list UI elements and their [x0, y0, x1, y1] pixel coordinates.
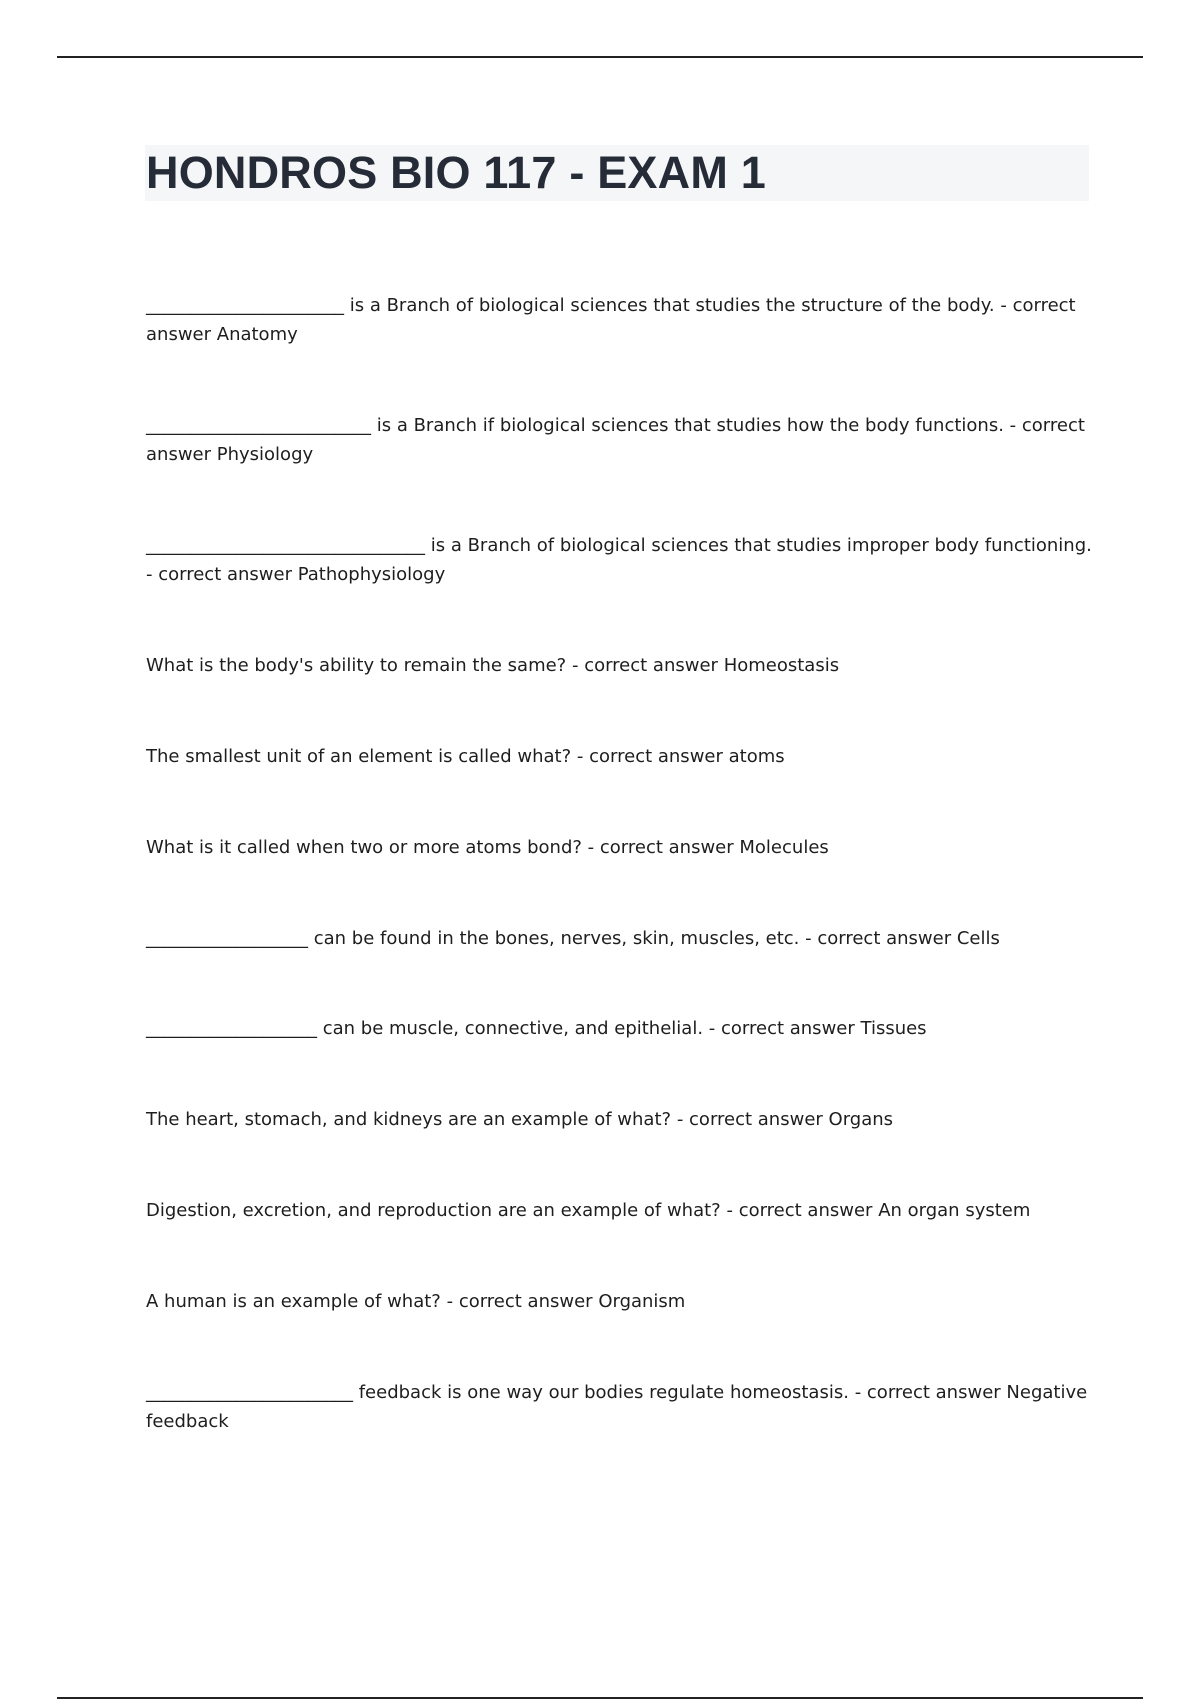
- answer-text: Tissues: [860, 1018, 927, 1039]
- answer-label: correct answer: [817, 928, 952, 949]
- question-text: The heart, stomach, and kidneys are an example of what?: [146, 1109, 672, 1130]
- question-text: __________________ can be found in the bones, nerves, skin, muscles, etc.: [146, 928, 800, 949]
- answer-label: correct answer: [599, 837, 734, 858]
- qa-item-11: A human is an example of what? - correct answer Organism: [146, 1291, 686, 1312]
- answer-text: Homeostasis: [723, 655, 840, 676]
- question-text: A human is an example of what?: [146, 1291, 441, 1312]
- qa-item-3: _______________________________ is a Branch of biological sciences that studies improper body functioning. - correct answer Pathophysiology: [146, 535, 1092, 585]
- question-text: The smallest unit of an element is called what?: [146, 746, 572, 767]
- answer-label: correct answer: [158, 564, 292, 585]
- answer-text: Physiology: [216, 444, 314, 465]
- answer-label: correct answer: [589, 746, 723, 767]
- qa-item-6: What is it called when two or more atoms bond? - correct answer Molecules: [146, 837, 829, 858]
- answer-text: An organ system: [878, 1200, 1031, 1221]
- qa-item-1: ______________________ is a Branch of biological sciences that studies the structure of the body. - correct answer Anatomy: [146, 295, 1076, 345]
- question-text: _______________________ feedback is one way our bodies regulate homeostasis.: [146, 1382, 849, 1403]
- answer-text: Anatomy: [216, 324, 298, 345]
- answer-text: Negative feedback: [146, 1382, 1088, 1432]
- answer-text: atoms: [728, 746, 785, 767]
- answer-text: Organs: [828, 1109, 894, 1130]
- question-text: _______________________________ is a Branch of biological sciences that studies improper body functioning.: [146, 535, 1092, 556]
- question-text: What is it called when two or more atoms bond?: [146, 837, 582, 858]
- top-divider: [57, 56, 1143, 58]
- answer-label: correct answer: [584, 655, 718, 676]
- answer-label: correct answer: [738, 1200, 873, 1221]
- qa-item-8: ___________________ can be muscle, connective, and epithelial. - correct answer Tissues: [146, 1018, 927, 1039]
- answer-label: correct answer: [146, 415, 1085, 465]
- answer-text: Molecules: [739, 837, 829, 858]
- bottom-divider: [57, 1697, 1143, 1699]
- answer-text: Pathophysiology: [297, 564, 446, 585]
- answer-label: correct answer: [866, 1382, 1001, 1403]
- page-title: HONDROS BIO 117 - EXAM 1: [146, 147, 766, 198]
- qa-item-2: _________________________ is a Branch if biological sciences that studies how the body functions. - correct answer Physiology: [146, 415, 1085, 465]
- qa-item-10: Digestion, excretion, and reproduction are an example of what? - correct answer An organ system: [146, 1200, 1031, 1221]
- qa-item-5: The smallest unit of an element is called what? - correct answer atoms: [146, 746, 785, 767]
- answer-text: Cells: [956, 928, 1000, 949]
- answer-label: correct answer: [458, 1291, 593, 1312]
- qa-item-9: The heart, stomach, and kidneys are an example of what? - correct answer Organs: [146, 1109, 894, 1130]
- question-text: What is the body's ability to remain the same?: [146, 655, 567, 676]
- question-text: ______________________ is a Branch of biological sciences that studies the structure of the body.: [146, 295, 995, 316]
- question-text: Digestion, excretion, and reproduction are an example of what?: [146, 1200, 721, 1221]
- question-text: _________________________ is a Branch if biological sciences that studies how the body functions.: [146, 415, 1004, 436]
- answer-text: Organism: [598, 1291, 686, 1312]
- answer-label: correct answer: [721, 1018, 855, 1039]
- answer-label: correct answer: [146, 295, 1076, 345]
- qa-item-12: _______________________ feedback is one way our bodies regulate homeostasis. - correct answer Negative feedback: [146, 1382, 1088, 1432]
- qa-item-4: What is the body's ability to remain the same? - correct answer Homeostasis: [146, 655, 840, 676]
- qa-item-7: __________________ can be found in the bones, nerves, skin, muscles, etc. - correct answer Cells: [146, 928, 1000, 949]
- answer-label: correct answer: [689, 1109, 823, 1130]
- question-text: ___________________ can be muscle, connective, and epithelial.: [146, 1018, 704, 1039]
